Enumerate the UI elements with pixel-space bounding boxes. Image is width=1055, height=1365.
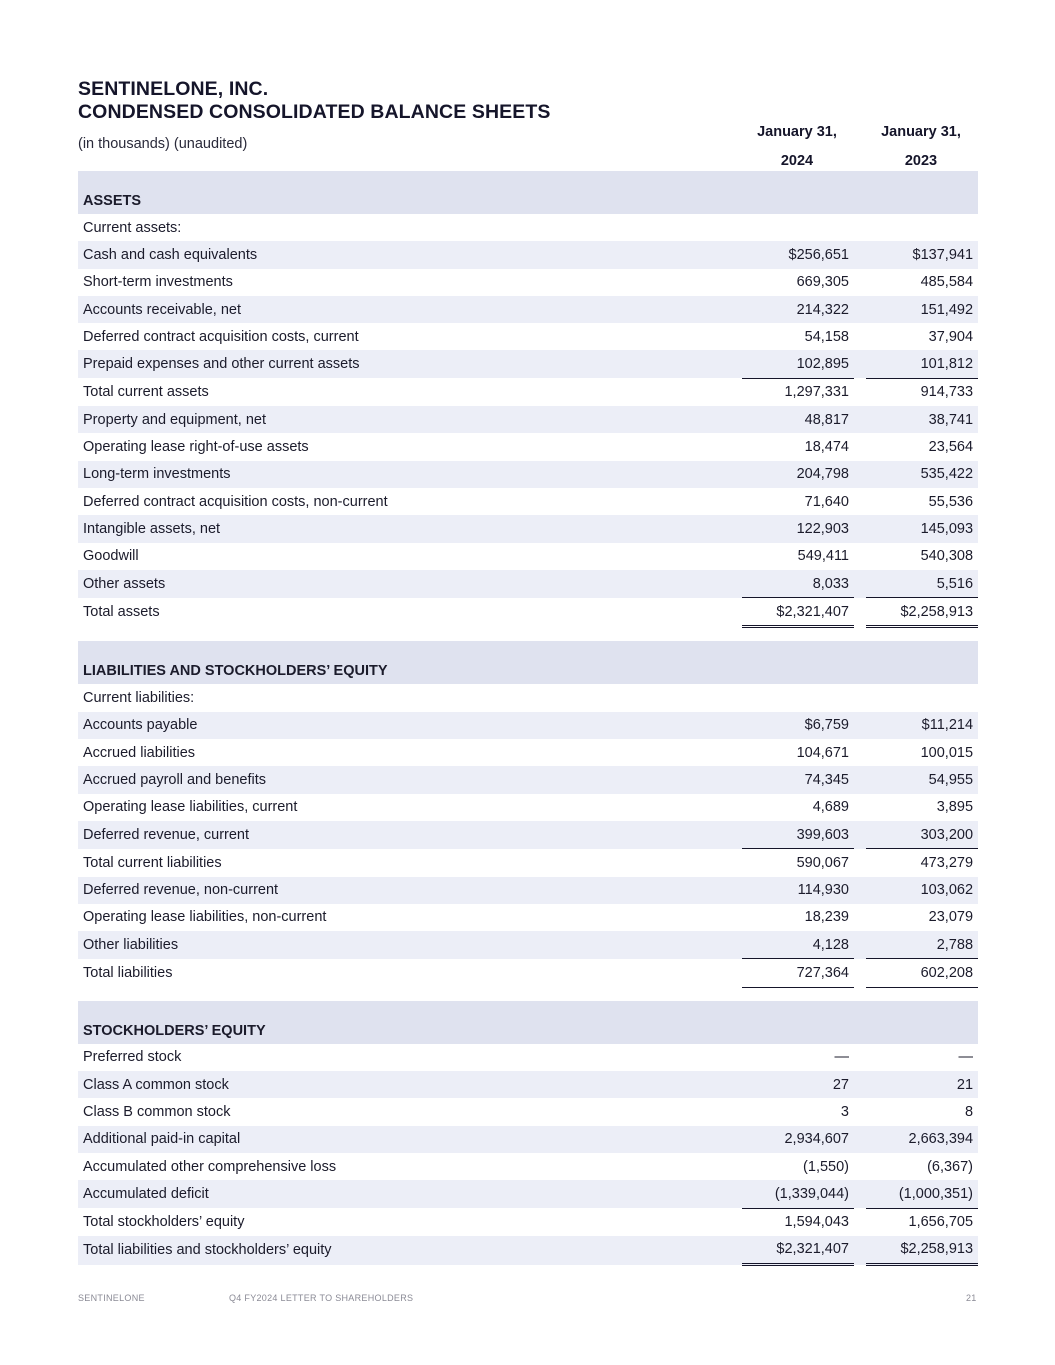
value-2023: 151,492 xyxy=(866,296,978,323)
table-row xyxy=(78,766,978,793)
value-2024: 18,474 xyxy=(804,439,849,456)
table-row xyxy=(78,296,978,323)
value-2023: 2,788 xyxy=(866,931,978,959)
section-header xyxy=(78,171,978,214)
table-row xyxy=(78,1236,978,1265)
row-label: Long-term investments xyxy=(78,461,742,488)
value-2023: 55,536 xyxy=(928,493,974,510)
row-label: Property and equipment, net xyxy=(78,406,742,433)
row-label: Operating lease liabilities, current xyxy=(83,799,298,816)
row-label: Current liabilities: xyxy=(83,690,195,707)
value-2024: 102,895 xyxy=(742,350,854,378)
table-row xyxy=(78,598,978,627)
value-2023: 23,564 xyxy=(928,439,974,456)
section-header xyxy=(78,1001,978,1044)
value-2023: 5,516 xyxy=(866,570,978,598)
value-2024: $6,759 xyxy=(742,712,854,739)
row-label: Intangible assets, net xyxy=(78,515,742,542)
row-label: Class A common stock xyxy=(78,1071,742,1098)
row-label: Operating lease right-of-use assets xyxy=(83,439,309,456)
table-row xyxy=(78,433,978,460)
table-row xyxy=(78,794,978,821)
value-2024: $256,651 xyxy=(742,241,854,268)
table-row xyxy=(78,1098,978,1125)
row-label: Accumulated deficit xyxy=(78,1180,742,1208)
value-2024: 104,671 xyxy=(796,744,849,761)
page-number: 21 xyxy=(966,1293,977,1303)
table-row xyxy=(78,269,978,296)
value-2024: 549,411 xyxy=(797,548,849,565)
value-2024: 114,930 xyxy=(742,877,854,904)
value-2023: 602,208 xyxy=(866,959,978,987)
table-row xyxy=(78,543,978,570)
table-row xyxy=(78,849,978,877)
value-2024: $2,321,407 xyxy=(742,598,854,627)
table-row xyxy=(78,1126,978,1153)
footer-brand: SENTINELONE xyxy=(78,1293,145,1303)
row-label: Preferred stock xyxy=(83,1049,182,1066)
table-row xyxy=(78,1180,978,1208)
row-label: Total current assets xyxy=(83,384,209,401)
value-2023 xyxy=(866,684,978,711)
column-header-2023 xyxy=(865,118,977,177)
row-label: Total liabilities xyxy=(83,965,173,982)
column-header-2024 xyxy=(741,118,853,177)
value-2023: 485,584 xyxy=(920,274,974,291)
table-row xyxy=(78,214,978,241)
value-2024: 8,033 xyxy=(742,570,854,598)
row-label: Deferred revenue, current xyxy=(78,821,742,849)
value-2024: 1,297,331 xyxy=(784,384,849,401)
value-2024: 669,305 xyxy=(796,274,849,291)
value-2023: 914,733 xyxy=(920,384,974,401)
row-label: Goodwill xyxy=(83,548,139,565)
table-row xyxy=(78,570,978,598)
row-label: Accounts payable xyxy=(78,712,742,739)
value-2023: 37,904 xyxy=(928,328,974,345)
value-2023: (6,367) xyxy=(927,1158,974,1175)
row-label: Accrued payroll and benefits xyxy=(78,766,742,793)
column-header-2024-date: January 31, xyxy=(757,124,837,140)
row-label: Accumulated other comprehensive loss xyxy=(83,1158,337,1175)
row-label: Cash and cash equivalents xyxy=(78,241,742,268)
row-label: Total current liabilities xyxy=(83,854,222,871)
value-2023: 473,279 xyxy=(920,854,974,871)
row-label: Deferred revenue, non-current xyxy=(78,877,742,904)
table-row xyxy=(78,739,978,766)
value-2023: 1,656,705 xyxy=(908,1214,974,1231)
value-2024: 1,594,043 xyxy=(784,1214,849,1231)
row-label: Class B common stock xyxy=(83,1103,231,1120)
company-name: SENTINELONE, INC. xyxy=(78,78,269,100)
value-2023: — xyxy=(958,1049,974,1066)
table-row xyxy=(78,515,978,542)
row-label: Total stockholders’ equity xyxy=(83,1213,245,1230)
value-2023: 103,062 xyxy=(866,877,978,904)
row-label: Total assets xyxy=(83,604,160,621)
row-label: Accrued liabilities xyxy=(83,744,196,761)
value-2023: (1,000,351) xyxy=(866,1180,978,1208)
row-label: Other assets xyxy=(78,570,742,598)
value-2024: 54,158 xyxy=(804,328,849,345)
section-title: ASSETS xyxy=(78,171,978,214)
value-2024: 122,903 xyxy=(742,515,854,542)
value-2024: 74,345 xyxy=(742,766,854,793)
value-2024 xyxy=(742,214,854,241)
value-2023: 101,812 xyxy=(866,350,978,378)
row-label: Current assets: xyxy=(83,219,182,236)
value-2024: 4,689 xyxy=(812,799,849,816)
table-row xyxy=(78,323,978,350)
table-row xyxy=(78,931,978,959)
table-row xyxy=(78,378,978,406)
table-row xyxy=(78,1071,978,1098)
value-2023: 540,308 xyxy=(920,548,974,565)
column-header-2024-year: 2024 xyxy=(741,147,853,177)
units-note: (in thousands) (unaudited) xyxy=(78,136,248,152)
value-2023 xyxy=(866,214,978,241)
value-2024: 204,798 xyxy=(742,461,854,488)
section-title: LIABILITIES AND STOCKHOLDERS’ EQUITY xyxy=(78,641,978,684)
value-2024: 399,603 xyxy=(742,821,854,849)
table-row xyxy=(78,488,978,515)
footer-document: Q4 FY2024 LETTER TO SHAREHOLDERS xyxy=(229,1293,414,1303)
spacer-row xyxy=(78,987,978,1001)
value-2023: 8 xyxy=(964,1103,974,1120)
table-row xyxy=(78,1153,978,1180)
value-2023: $137,941 xyxy=(866,241,978,268)
value-2024: (1,339,044) xyxy=(742,1180,854,1208)
value-2023: $11,214 xyxy=(866,712,978,739)
value-2023: 2,663,394 xyxy=(866,1126,978,1153)
table-row xyxy=(78,461,978,488)
column-header-2023-date: January 31, xyxy=(881,124,961,140)
value-2023: 535,422 xyxy=(866,461,978,488)
table-row xyxy=(78,406,978,433)
value-2024: 2,934,607 xyxy=(742,1126,854,1153)
row-label: Short-term investments xyxy=(83,274,233,291)
table-row xyxy=(78,959,978,987)
row-label: Prepaid expenses and other current assets xyxy=(78,350,742,378)
row-label: Accounts receivable, net xyxy=(78,296,742,323)
value-2024: 71,640 xyxy=(804,493,849,510)
table-row xyxy=(78,1208,978,1236)
section-header xyxy=(78,641,978,684)
row-label: Additional paid-in capital xyxy=(78,1126,742,1153)
value-2023: 3,895 xyxy=(936,799,974,816)
spacer-row xyxy=(78,627,978,642)
value-2023: 100,015 xyxy=(920,744,974,761)
value-2023: 303,200 xyxy=(866,821,978,849)
value-2024: — xyxy=(834,1049,849,1066)
value-2024: 27 xyxy=(742,1071,854,1098)
value-2024: 214,322 xyxy=(742,296,854,323)
value-2023: 21 xyxy=(866,1071,978,1098)
value-2023: 145,093 xyxy=(866,515,978,542)
table-row xyxy=(78,684,978,711)
value-2024: (1,550) xyxy=(803,1158,849,1175)
row-label: Operating lease liabilities, non-current xyxy=(83,909,327,926)
table-row xyxy=(78,877,978,904)
table-row xyxy=(78,350,978,378)
statement-title: CONDENSED CONSOLIDATED BALANCE SHEETS xyxy=(78,101,551,123)
value-2023: 54,955 xyxy=(866,766,978,793)
balance-sheet-table xyxy=(78,171,978,1266)
row-label: Deferred contract acquisition costs, current xyxy=(83,328,359,345)
row-label: Total liabilities and stockholders’ equity xyxy=(78,1236,742,1265)
value-2024: 727,364 xyxy=(742,959,854,987)
value-2023: 38,741 xyxy=(866,406,978,433)
value-2024: 3 xyxy=(840,1103,849,1120)
value-2024: 4,128 xyxy=(742,931,854,959)
row-label: Deferred contract acquisition costs, non-current xyxy=(83,493,388,510)
value-2024: 48,817 xyxy=(742,406,854,433)
table-row xyxy=(78,904,978,931)
table-row xyxy=(78,1044,978,1071)
value-2024 xyxy=(742,684,854,711)
value-2023: 23,079 xyxy=(928,909,974,926)
section-title: STOCKHOLDERS’ EQUITY xyxy=(78,1001,978,1044)
value-2024: 18,239 xyxy=(804,909,849,926)
row-label: Other liabilities xyxy=(78,931,742,959)
table-row xyxy=(78,712,978,739)
table-row xyxy=(78,821,978,849)
value-2023: $2,258,913 xyxy=(866,1236,978,1265)
value-2024: $2,321,407 xyxy=(742,1236,854,1265)
column-header-2023-year: 2023 xyxy=(865,147,977,177)
value-2023: $2,258,913 xyxy=(866,598,978,627)
table-row xyxy=(78,241,978,268)
value-2024: 590,067 xyxy=(796,854,849,871)
